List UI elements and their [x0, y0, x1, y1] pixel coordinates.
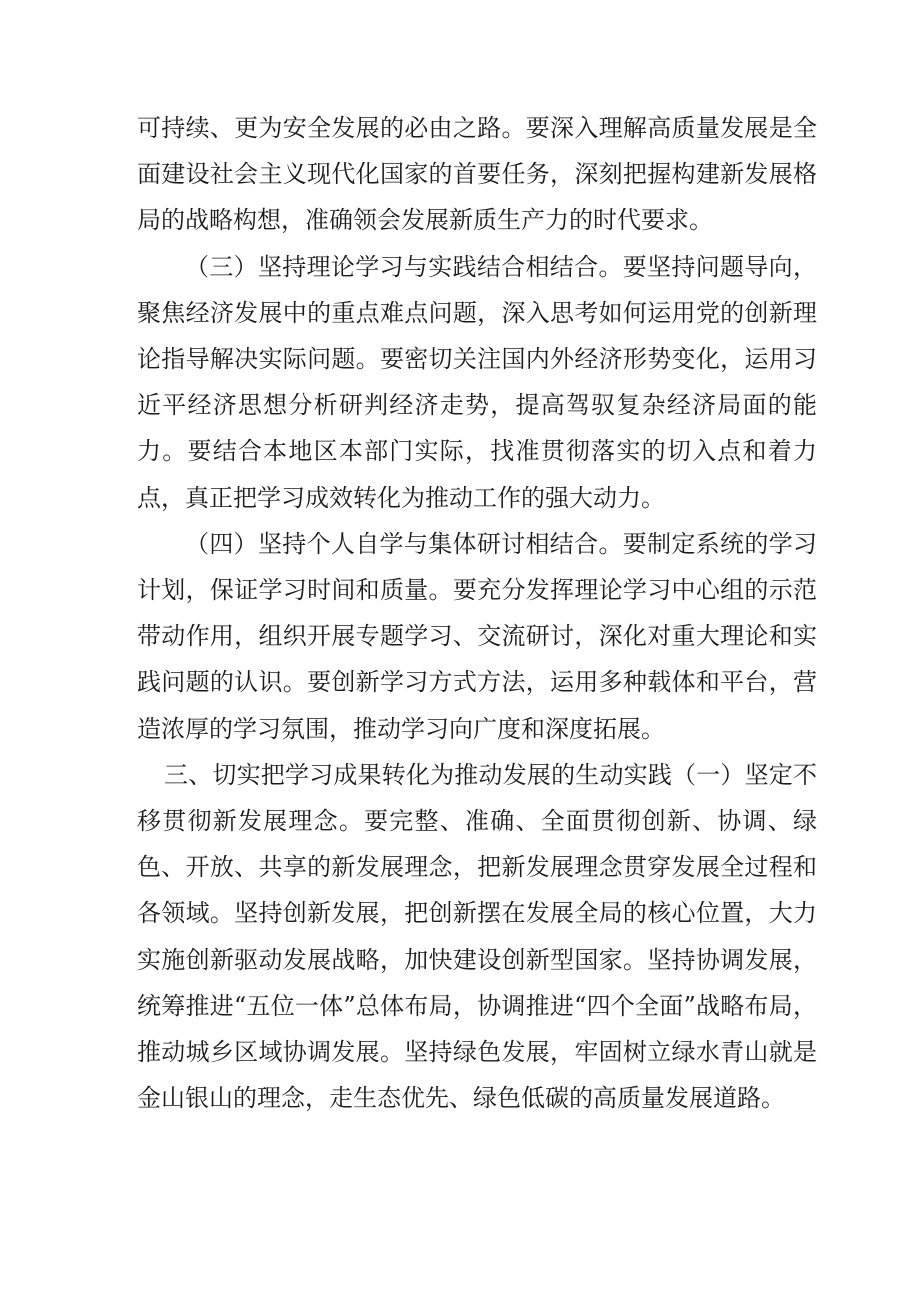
- paragraph-section-four: （四）坚持个人自学与集体研讨相结合。要制定系统的学习计划，保证学习时间和质量。要充分发挥理论学习中心组的示范带动作用，组织开展专题学习、交流研讨，深化对重大理论和实践问题的认识。要创新学习方式方法，运用多种载体和平台，营造浓厚的学习氛围，推动学习向广度和深度拓展。: [137, 529, 817, 743]
- paragraph-continuation: 可持续、更为安全发展的必由之路。要深入理解高质量发展是全面建设社会主义现代化国家的首要任务，深刻把握构建新发展格局的战略构想，准确领会发展新质生产力的时代要求。: [137, 114, 817, 235]
- paragraph-part-three: 三、切实把学习成果转化为推动发展的生动实践（一）坚定不移贯彻新发展理念。要完整、准确、全面贯彻创新、协调、绿色、开放、共享的新发展理念，把新发展理念贯穿发展全过程和各领域。坚持创新发展，把创新摆在发展全局的核心位置，大力实施创新驱动发展战略，加快建设创新型国家。坚持协调发展，统筹推进“五位一体”总体布局，协调推进“四个全面”战略布局，推动城乡区域协调发展。坚持绿色发展，牢固树立绿水青山就是金山银山的理念，走生态优先、绿色低碳的高质量发展道路。: [137, 760, 817, 1113]
- paragraph-section-three: （三）坚持理论学习与实践结合相结合。要坚持问题导向，聚焦经济发展中的重点难点问题，深入思考如何运用党的创新理论指导解决实际问题。要密切关注国内外经济形势变化，运用习近平经济思想分析研判经济走势，提高驾驭复杂经济局面的能力。要结合本地区本部门实际，找准贯彻落实的切入点和着力点，真正把学习成效转化为推动工作的强大动力。: [137, 252, 817, 512]
- document-body: [137, 105, 817, 1121]
